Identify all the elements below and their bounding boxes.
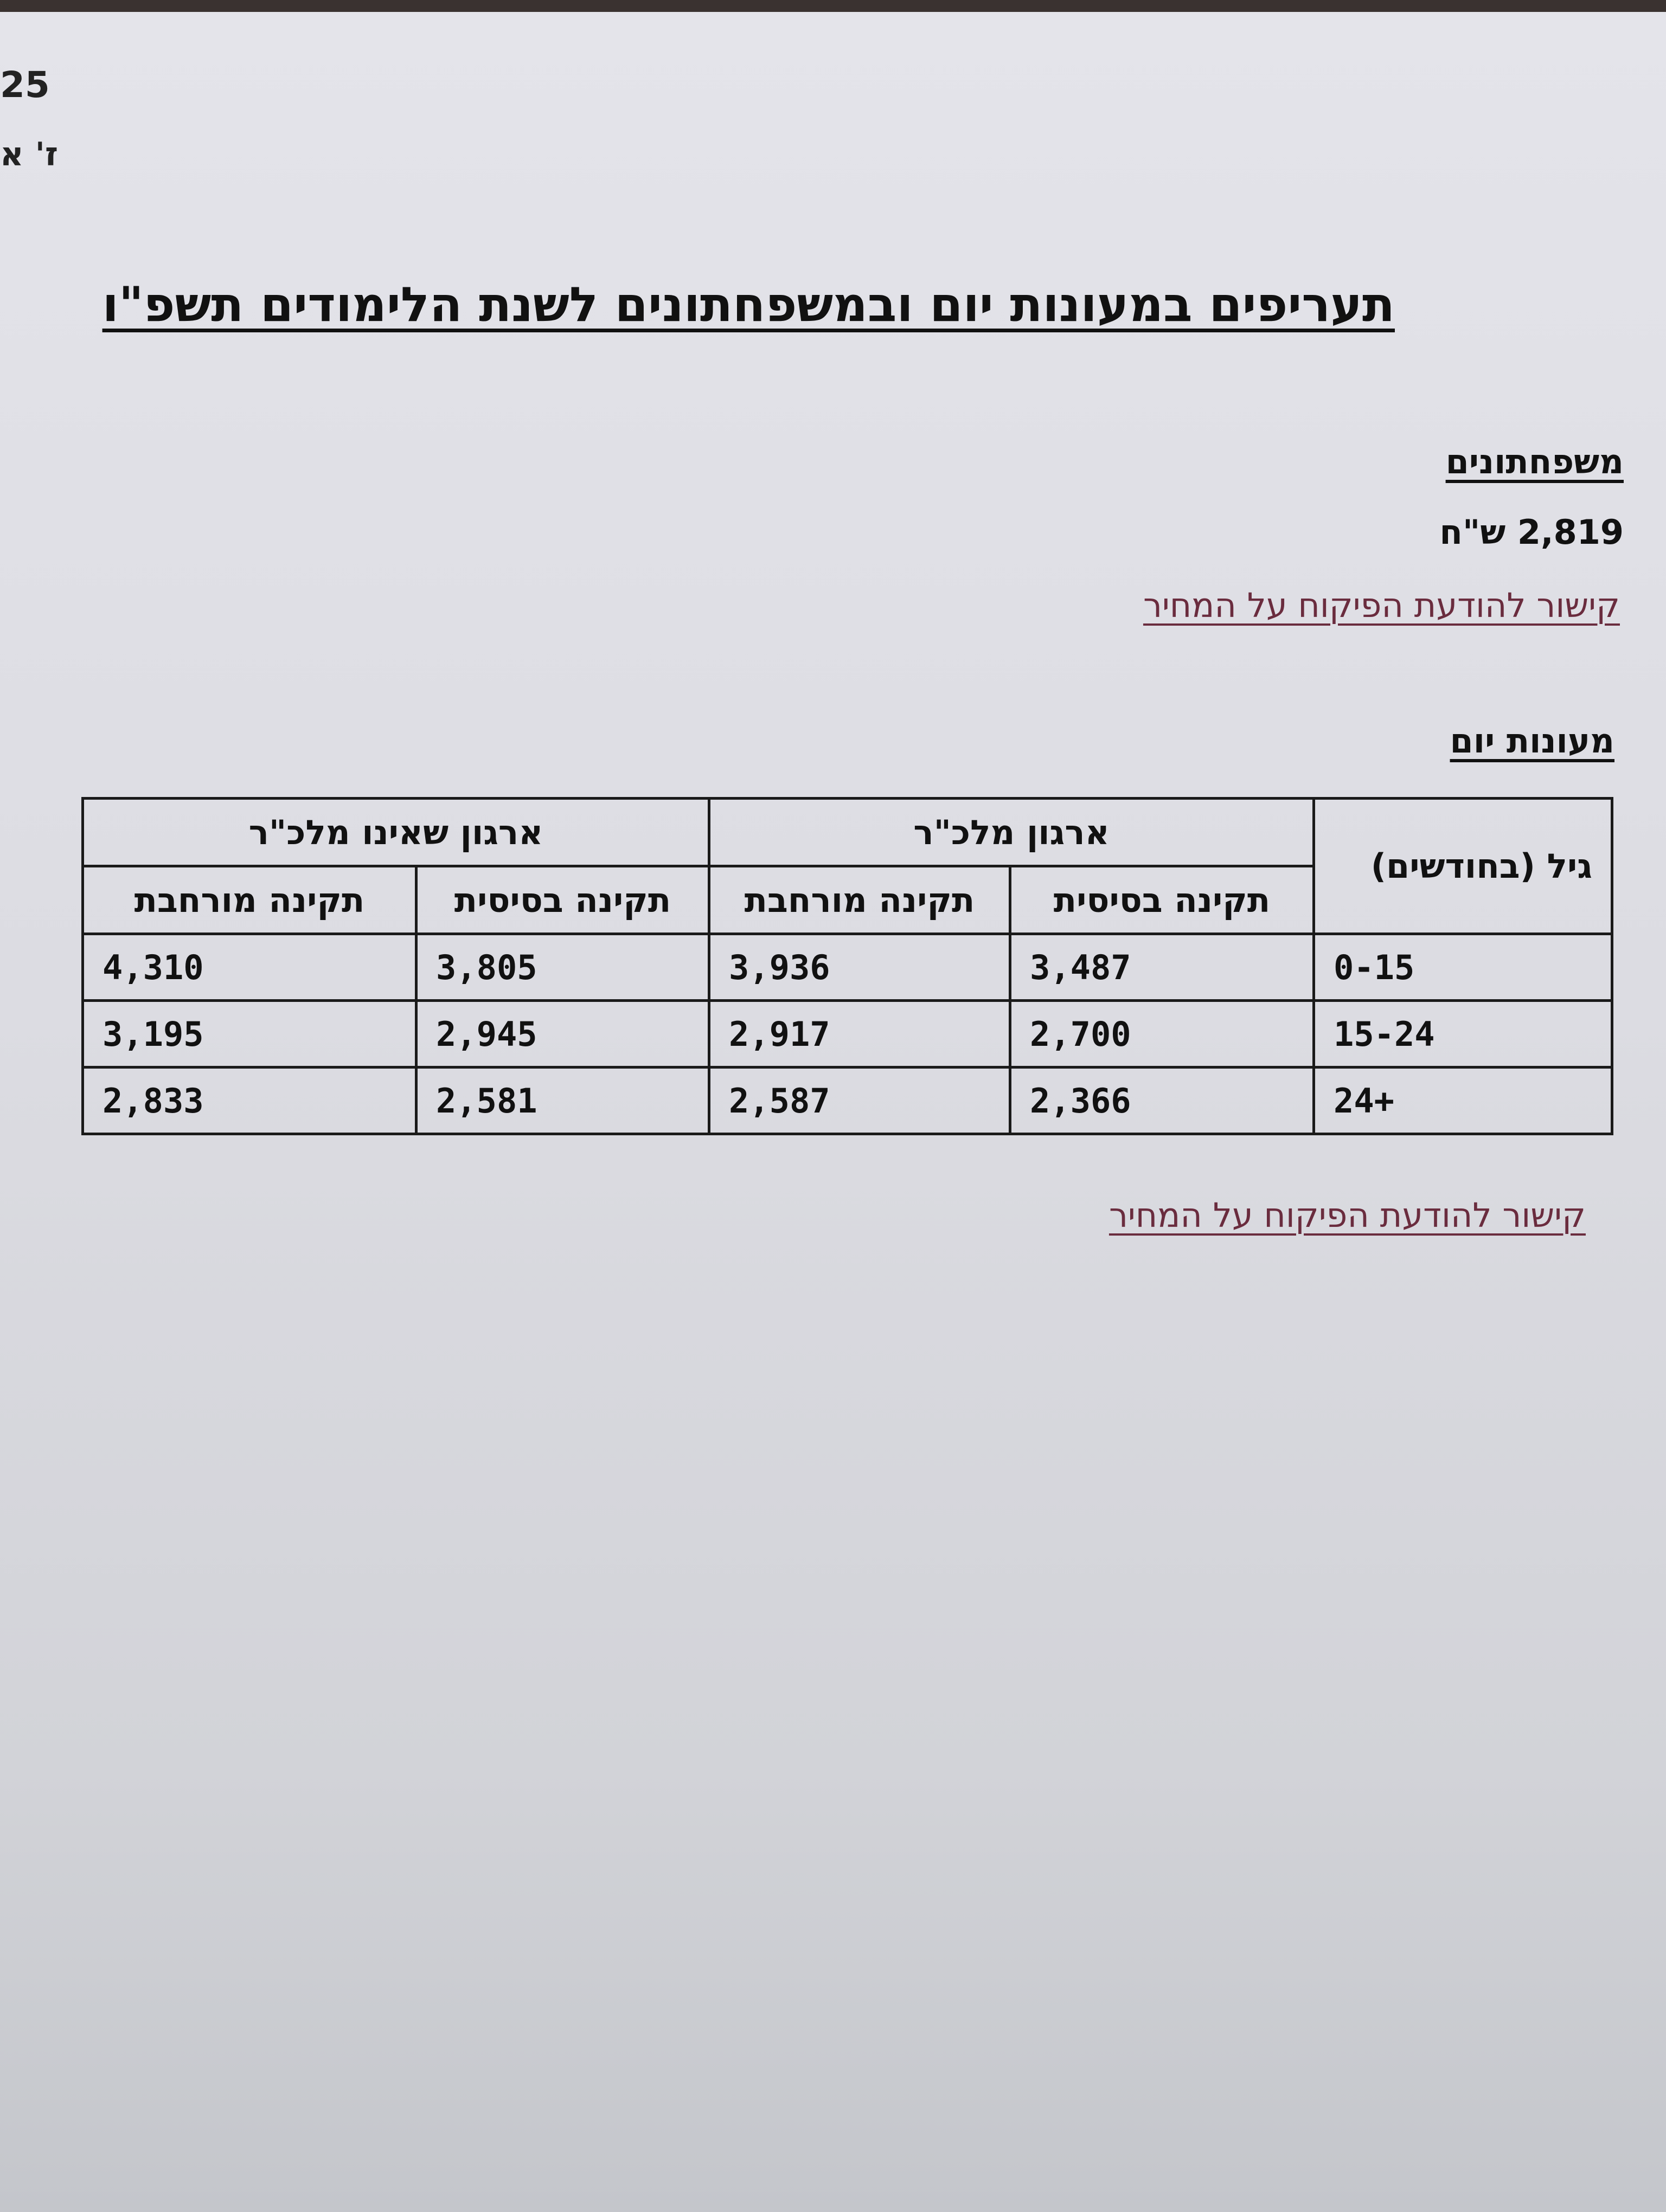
price-cell: 3,487 xyxy=(1010,934,1314,1001)
family-daycare-heading: משפחתונים xyxy=(1445,442,1624,481)
nonprofit-group-header: ארגון מלכ"ר xyxy=(709,799,1314,866)
price-cell: 3,195 xyxy=(83,1001,416,1068)
daycare-centers-heading: מעונות יום xyxy=(1450,721,1614,761)
price-cell: 2,833 xyxy=(83,1068,416,1134)
price-cell: 3,805 xyxy=(416,934,709,1001)
age-cell: 15-24 xyxy=(1314,1001,1612,1068)
price-cell: 2,581 xyxy=(416,1068,709,1134)
table-row xyxy=(83,1001,1612,1068)
table-row xyxy=(83,934,1612,1001)
age-cell: 0-15 xyxy=(1314,934,1612,1001)
age-column-header: גיל (בחודשים) xyxy=(1314,799,1612,934)
price-cell: 4,310 xyxy=(83,934,416,1001)
price-cell: 2,587 xyxy=(709,1068,1010,1134)
nonprofit-basic-header: תקינה בסיסית xyxy=(1010,866,1314,934)
price-cell: 2,945 xyxy=(416,1001,709,1068)
for-profit-basic-header: תקינה בסיסית xyxy=(416,866,709,934)
price-cell: 3,936 xyxy=(709,934,1010,1001)
family-daycare-price-notice-link[interactable]: קישור להודעת הפיקוח על המחיר xyxy=(1143,586,1620,625)
page-title: תעריפים במעונות יום ובמשפחתונים לשנת הלימודים תשפ"ו xyxy=(102,276,1395,332)
age-cell: +24 xyxy=(1314,1068,1612,1134)
daycare-rates-table xyxy=(81,797,1613,1135)
screen-top-bezel xyxy=(0,0,1666,12)
daycare-price-notice-link[interactable]: קישור להודעת הפיקוח על המחיר xyxy=(1108,1195,1586,1235)
edge-date-fragment: ז' א xyxy=(0,136,58,173)
table-row xyxy=(83,1068,1612,1134)
edge-page-number: 25 xyxy=(0,64,50,106)
price-cell: 2,366 xyxy=(1010,1068,1314,1134)
for-profit-group-header: ארגון שאינו מלכ"ר xyxy=(83,799,709,866)
nonprofit-extended-header: תקינה מורחבת xyxy=(709,866,1010,934)
family-daycare-price: 2,819 ש"ח xyxy=(1439,512,1624,552)
price-cell: 2,917 xyxy=(709,1001,1010,1068)
for-profit-extended-header: תקינה מורחבת xyxy=(83,866,416,934)
price-cell: 2,700 xyxy=(1010,1001,1314,1068)
